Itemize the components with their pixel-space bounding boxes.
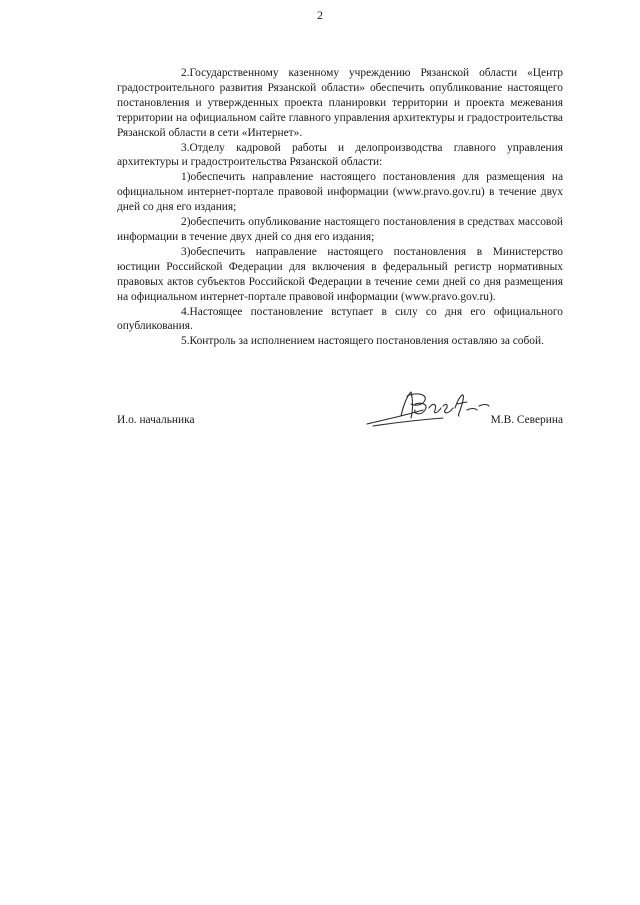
- signatory-name: М.В. Северина: [490, 414, 563, 426]
- subparagraph-3: [117, 245, 563, 305]
- paragraph-text: Отделу кадровой работы и делопроизводства главного управления архитектуры и градостроительства Рязанской области:: [117, 141, 563, 169]
- document-body: [117, 66, 563, 349]
- paragraph-3: [117, 141, 563, 171]
- paragraph-text: обеспечить направление настоящего постановления в Министерство юстиции Российской Федерации для включения в федеральный регистр нормативных правовых актов субъектов Российской Федерации в течение семи дней со дня размещения на официальном интернет-портале правовой информации (www.pravo.gov.ru).: [117, 245, 563, 303]
- paragraph-number: 2.: [181, 67, 190, 79]
- paragraph-text: обеспечить направление настоящего постановления для размещения на официальном интернет-портале правовой информации (www.pravo.gov.ru) в течение двух дней со дня его издания;: [117, 171, 563, 214]
- subparagraph-2: [117, 215, 563, 245]
- paragraph-number: 1): [181, 171, 191, 184]
- signature-block: [117, 386, 563, 436]
- paragraph-number: 5.: [181, 335, 190, 348]
- paragraph-number: 4.: [181, 305, 190, 318]
- page-number: 2: [317, 8, 323, 22]
- paragraph-number: 3.: [181, 141, 190, 154]
- paragraph-5: [117, 334, 563, 349]
- paragraph-4: [117, 305, 563, 335]
- paragraph-number: 2): [181, 216, 191, 229]
- paragraph-text: Контроль за исполнением настоящего постановления оставляю за собой.: [189, 335, 544, 348]
- paragraph-text: Государственному казенному учреждению Рязанской области «Центр градостроительного развития Рязанской области» обеспечить опубликование настоящего постановления и утвержденных проекта планировки территории и проекта межевания территории на официальном сайте главного управления архитектуры и градостроительства Рязанской области в сети «Интернет».: [117, 67, 563, 139]
- paragraph-2: [117, 66, 563, 141]
- paragraph-text: обеспечить опубликование настоящего постановления в средствах массовой информации в течение двух дней со дня его издания;: [117, 216, 563, 243]
- paragraph-number: 3): [181, 245, 191, 258]
- subparagraph-1: [117, 170, 563, 215]
- signatory-position: И.о. начальника: [117, 414, 195, 426]
- paragraph-text: Настоящее постановление вступает в силу со дня его официального опубликования.: [117, 305, 563, 333]
- handwritten-signature: [363, 386, 493, 432]
